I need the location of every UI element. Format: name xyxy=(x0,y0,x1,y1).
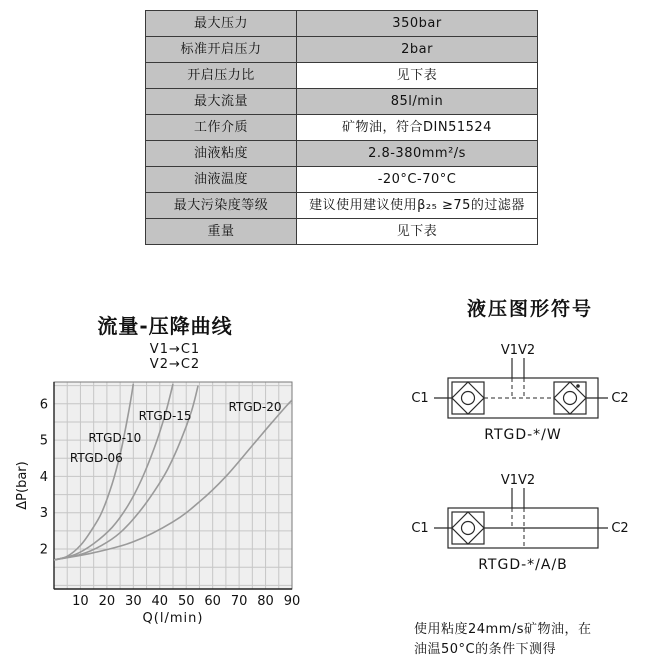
spec-label: 工作介质 xyxy=(146,115,297,141)
x-tick-label: 50 xyxy=(177,594,195,609)
x-tick-label: 30 xyxy=(125,594,142,609)
curve-label: RTGD-10 xyxy=(88,430,142,445)
spec-value: 2.8-380mm²/s xyxy=(297,141,538,167)
spec-value: 建议使用建议使用β₂₅ ≥75的过滤器 xyxy=(297,193,538,219)
port-label-v1v2: V1V2 xyxy=(500,343,536,358)
chart-title: 流量-压降曲线 xyxy=(97,314,233,338)
spec-value: 2bar xyxy=(297,37,538,63)
curve-label: RTGD-20 xyxy=(228,400,282,415)
spec-row xyxy=(146,89,538,115)
y-tick-label: 6 xyxy=(39,397,48,413)
spec-value: 矿物油，符合DIN51524 xyxy=(297,115,538,141)
spec-label: 标准开启压力 xyxy=(146,37,297,63)
curve-label: RTGD-06 xyxy=(69,450,123,465)
spec-table xyxy=(145,10,538,245)
spec-label: 最大流量 xyxy=(146,89,297,115)
x-tick-label: 40 xyxy=(151,594,169,609)
spec-label: 最大压力 xyxy=(146,11,297,37)
spec-label: 最大污染度等级 xyxy=(146,193,297,219)
x-axis-label: Q(l/min) xyxy=(142,611,204,626)
spec-row xyxy=(146,193,538,219)
spec-label: 油液温度 xyxy=(146,167,297,193)
spec-value: 见下表 xyxy=(297,63,538,89)
x-tick-label: 90 xyxy=(283,594,301,609)
spec-value: -20°C-70°C xyxy=(297,167,538,193)
symbols-title: 液压图形符号 xyxy=(466,298,593,320)
spec-row xyxy=(146,63,538,89)
spec-value: 85l/min xyxy=(297,89,538,115)
spec-row xyxy=(146,115,538,141)
port-label-c1: C1 xyxy=(411,521,429,536)
spec-table-body xyxy=(146,11,538,245)
port-label-c1: C1 xyxy=(411,391,429,406)
note-line-2: 油温50°C的条件下测得 xyxy=(414,642,557,657)
y-tick-label: 5 xyxy=(39,433,48,449)
x-tick-label: 20 xyxy=(98,594,116,609)
spec-value: 350bar xyxy=(297,11,538,37)
right-valve-box xyxy=(554,382,586,414)
x-tick-label: 60 xyxy=(204,594,221,609)
x-tick-label: 70 xyxy=(230,594,248,609)
symbol-diagram-w xyxy=(408,340,638,446)
chart-subtitle-line-1: V1→C1 xyxy=(149,342,201,357)
left-check-diamond xyxy=(452,382,484,414)
left-valve-box xyxy=(452,512,484,544)
x-tick-label: 10 xyxy=(72,594,89,609)
curve-label: RTGD-15 xyxy=(138,409,192,424)
left-valve-box xyxy=(452,382,484,414)
x-tick-label: 80 xyxy=(257,594,274,609)
left-check-ball xyxy=(462,392,475,405)
port-label-c2: C2 xyxy=(611,391,629,406)
spec-label: 重量 xyxy=(146,219,297,245)
spec-label: 油液粘度 xyxy=(146,141,297,167)
spec-value: 见下表 xyxy=(297,219,538,245)
y-axis-label: ΔP(bar) xyxy=(15,461,30,510)
flow-pressure-chart xyxy=(14,372,304,632)
pilot-dot-icon xyxy=(576,384,580,388)
chart-subtitle-line-2: V2→C2 xyxy=(149,357,201,372)
port-label-c2: C2 xyxy=(611,521,629,536)
diagram-caption: RTGD-*/W xyxy=(484,427,562,443)
y-tick-label: 3 xyxy=(39,506,48,522)
left-check-diamond xyxy=(452,512,484,544)
symbol-diagram-ab xyxy=(408,470,638,576)
spec-label: 开启压力比 xyxy=(146,63,297,89)
diagram-caption: RTGD-*/A/B xyxy=(478,557,568,573)
left-check-ball xyxy=(462,522,475,535)
y-tick-label: 4 xyxy=(39,469,48,485)
y-tick-label: 2 xyxy=(39,542,48,558)
measurement-note xyxy=(414,620,658,660)
spec-row xyxy=(146,11,538,37)
spec-row xyxy=(146,141,538,167)
chart-subtitle xyxy=(115,342,235,372)
right-check-diamond xyxy=(554,382,586,414)
spec-row xyxy=(146,219,538,245)
note-line-1: 使用粘度24mm/s矿物油，在 xyxy=(414,622,592,637)
right-check-ball xyxy=(564,392,577,405)
spec-row xyxy=(146,37,538,63)
port-label-v1v2: V1V2 xyxy=(500,473,536,488)
spec-row xyxy=(146,167,538,193)
